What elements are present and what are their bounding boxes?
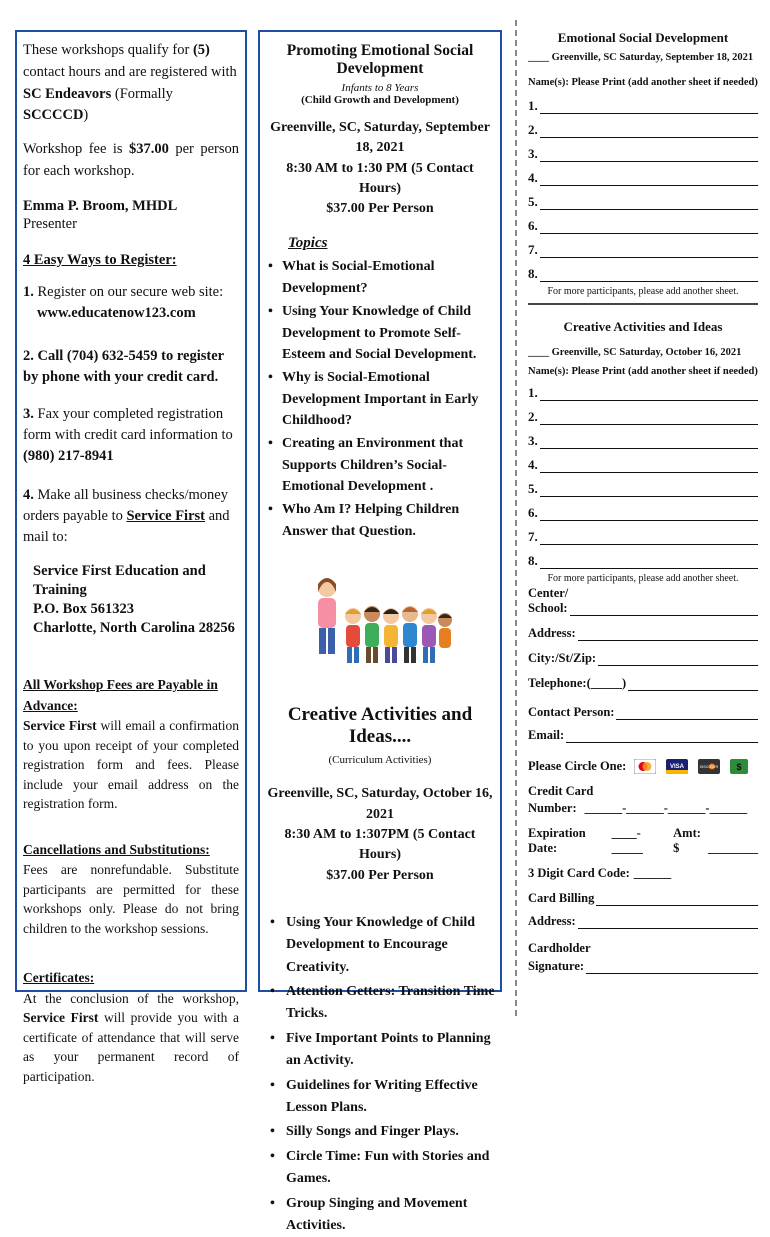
- fold-divider: [515, 20, 517, 1016]
- presenter: [23, 197, 239, 235]
- name-line[interactable]: [528, 425, 758, 449]
- mastercard-icon[interactable]: [634, 759, 656, 774]
- form2-name-lines: [528, 377, 758, 569]
- info-panel: [15, 30, 247, 1084]
- billing-address-label: Address:: [528, 914, 576, 928]
- workshop1-topics: [264, 256, 496, 542]
- address-line-3: Charlotte, North Carolina 28256: [33, 619, 235, 636]
- form1-names-label: Name(s): Please Print (add another sheet if needed): [528, 77, 758, 88]
- school-label: School:: [528, 601, 568, 615]
- svg-text:VISA: VISA: [670, 764, 685, 770]
- line-number: 3.: [528, 146, 538, 161]
- workshop1-area: (Child Growth and Development): [301, 94, 459, 106]
- line-number: 2.: [528, 122, 538, 137]
- way1-text: Register on our secure web site:: [33, 283, 224, 300]
- workshop2-area: (Curriculum Activities): [328, 754, 432, 767]
- workshop1-ages: Infants to 8 Years: [341, 82, 419, 94]
- line-number: 6.: [528, 218, 538, 233]
- exp-blank: ____-_____: [611, 826, 643, 855]
- city-state-zip-field[interactable]: [528, 651, 758, 666]
- intro-a: These workshops qualify for: [23, 42, 193, 58]
- fees-text: [23, 716, 239, 814]
- register-url[interactable]: www.educatenow123.com: [37, 304, 196, 321]
- name-line[interactable]: [528, 497, 758, 521]
- intro-d: ): [83, 107, 89, 124]
- more-participants-note: For more participants, please add another sheet.: [547, 573, 739, 584]
- register-way-4: [23, 485, 239, 548]
- workshop2-title: Creative Activities and Ideas....: [287, 704, 473, 748]
- intro-text: [23, 40, 239, 127]
- workshop2-when: [264, 784, 496, 885]
- billing-address-field[interactable]: [528, 891, 758, 929]
- way1-num: 1.: [23, 283, 34, 300]
- way4-text-b: and mail to:: [23, 508, 230, 546]
- line-number: 3.: [528, 433, 538, 448]
- register-way-3: [23, 404, 239, 467]
- address-label: Address:: [528, 626, 576, 640]
- circle-one-label: Please Circle One:: [528, 759, 627, 773]
- cvv-label: 3 Digit Card Code:: [528, 866, 630, 880]
- fees-org: Service First: [23, 717, 97, 733]
- workshop1-place: Greenville, SC, Saturday, September 18, 2021: [270, 120, 490, 156]
- presenter-name: Emma P. Broom, MHDL: [23, 197, 178, 214]
- discover-icon[interactable]: [698, 759, 720, 774]
- workshop1-time: 8:30 AM to 1:30 PM (5 Contact Hours): [286, 160, 474, 196]
- name-line[interactable]: [528, 258, 758, 282]
- cc-number-label: Number:: [528, 801, 577, 815]
- svg-text:$: $: [736, 762, 742, 772]
- children-illustration: [305, 568, 455, 678]
- line-number: 2.: [528, 409, 538, 424]
- list-item: • Attention Getters: Transition Time Tricks.: [264, 981, 496, 1026]
- city-label: City:/St/Zip:: [528, 651, 597, 665]
- line-number: 6.: [528, 505, 538, 520]
- cc-number-blanks: ______-______-______-______: [584, 801, 748, 815]
- line-number: 1.: [528, 385, 538, 400]
- way4-num: 4.: [23, 487, 34, 504]
- email-field[interactable]: [528, 728, 758, 743]
- way3-num: 3.: [23, 406, 34, 422]
- email-label: Email:: [528, 728, 565, 742]
- registration-form: [528, 30, 758, 974]
- list-item: • Five Important Points to Planning an Activity.: [264, 1028, 496, 1073]
- intro-c: (Formally: [111, 85, 173, 102]
- way4-text-a: Make all business checks/money orders payable to: [23, 487, 228, 525]
- signature-field[interactable]: [528, 941, 758, 974]
- form2-date-checkbox[interactable]: ____ Greenville, SC Saturday, October 16, 2021: [528, 347, 742, 358]
- cc-label: Credit Card: [528, 784, 594, 798]
- contact-label: Contact Person:: [528, 705, 615, 719]
- workshop2-topics: [264, 912, 496, 1237]
- register-way-1: [23, 282, 239, 324]
- name-line[interactable]: [528, 449, 758, 473]
- telephone-field[interactable]: [528, 676, 758, 691]
- card-type-row: [528, 759, 758, 774]
- section-separator: [528, 303, 758, 305]
- workshop1-price: $37.00 Per Person: [326, 201, 434, 217]
- list-item: • Guidelines for Writing Effective Lesson Plans.: [264, 1075, 496, 1120]
- name-line[interactable]: [528, 186, 758, 210]
- more-participants-note: For more participants, please add another sheet.: [547, 286, 739, 297]
- workshop1-when: [264, 118, 496, 219]
- mailing-address: [23, 562, 239, 637]
- exp-label: Expiration Date:: [528, 826, 586, 855]
- list-item: • Using Your Knowledge of Child Development to Encourage Creativity.: [264, 912, 496, 979]
- form1-date-checkbox[interactable]: ____ Greenville, SC Saturday, September 18, 2021: [528, 52, 754, 63]
- address-line-2: P.O. Box 561323: [33, 600, 134, 617]
- register-way-2: 2. Call (704) 632-5459 to register by phone with your credit card.: [23, 347, 224, 385]
- intro-hours: (5): [192, 42, 210, 58]
- workshop2-place: Greenville, SC, Saturday, October 16, 2021: [267, 786, 493, 822]
- list-item: • Silly Songs and Finger Plays.: [264, 1121, 496, 1143]
- list-item: • Who Am I? Helping Children Answer that Question.: [264, 499, 496, 542]
- line-number: 8.: [528, 266, 538, 281]
- workshop1-title: Promoting Emotional Social Development: [286, 42, 474, 77]
- svg-text:DISCOVER: DISCOVER: [700, 765, 719, 769]
- billing-label: Card Billing: [528, 891, 595, 905]
- center-label: Center/: [528, 586, 569, 600]
- money-icon[interactable]: [730, 759, 748, 774]
- fee-a: Workshop fee is: [23, 141, 130, 157]
- amt-blank: ________: [708, 841, 758, 855]
- list-item: • What is Social-Emotional Development?: [264, 256, 496, 299]
- cert-org: Service First: [23, 1010, 99, 1026]
- cert-b: will provide you with a certificate of attendance that will serve as your permanent record of participation.: [23, 1010, 240, 1084]
- cert-a: At the conclusion of the workshop,: [23, 990, 239, 1006]
- name-line[interactable]: [528, 138, 758, 162]
- cancel-heading: Cancellations and Substitutions:: [23, 841, 210, 857]
- list-item: • Creating an Environment that Supports Children’s Social-Emotional Development .: [264, 433, 496, 498]
- payee: Service First: [126, 508, 205, 525]
- line-number: 8.: [528, 553, 538, 568]
- line-number: 5.: [528, 481, 538, 496]
- intro-b: contact hours and are registered with: [23, 63, 237, 80]
- fees-body: will email a confirmation to you upon receipt of your completed registration form and fees. Please include your email address on the registration form.: [23, 717, 239, 812]
- way3-text: Fax your completed registration form with credit card information to: [23, 406, 233, 444]
- topics-heading: Topics: [288, 235, 328, 252]
- name-line[interactable]: [528, 545, 758, 569]
- name-line[interactable]: [528, 401, 758, 425]
- name-line[interactable]: [528, 377, 758, 401]
- form2-title: Creative Activities and Ideas: [563, 319, 723, 334]
- amt-label: Amt: $: [673, 826, 701, 855]
- signature-label: Signature:: [528, 959, 585, 973]
- form1-title: Emotional Social Development: [557, 30, 729, 45]
- fee-amount: $37.00: [129, 141, 169, 157]
- line-number: 5.: [528, 194, 538, 209]
- fee-b: per person for each workshop.: [23, 141, 239, 179]
- name-line[interactable]: [528, 162, 758, 186]
- name-line[interactable]: [528, 234, 758, 258]
- list-item: • Using Your Knowledge of Child Development to Promote Self-Esteem and Social Development.: [264, 301, 496, 366]
- workshop2-price: $37.00 Per Person: [326, 867, 434, 883]
- intro-formerly: SCCCCD: [23, 107, 84, 124]
- intro-org: SC Endeavors: [23, 85, 112, 102]
- address-line-1: Service First Education and Training: [33, 563, 206, 598]
- list-item: • Why is Social-Emotional Development Important in Early Childhood?: [264, 367, 496, 432]
- line-number: 7.: [528, 242, 538, 257]
- center-school-field[interactable]: [528, 586, 758, 616]
- list-item: • Group Singing and Movement Activities.: [264, 1193, 496, 1237]
- form1-name-lines: [528, 90, 758, 282]
- credit-card-number-field[interactable]: [528, 784, 758, 816]
- contact-person-field[interactable]: [528, 705, 758, 720]
- line-number: 7.: [528, 529, 538, 544]
- card-code-field[interactable]: [528, 866, 758, 881]
- fee-text: [23, 139, 239, 183]
- name-line[interactable]: [528, 473, 758, 497]
- name-line[interactable]: [528, 114, 758, 138]
- list-item: • Circle Time: Fun with Stories and Games.: [264, 1146, 496, 1191]
- workshop2-time: 8:30 AM to 1:307PM (5 Contact Hours): [284, 827, 476, 863]
- telephone-label: Telephone:(_____): [528, 676, 627, 690]
- cert-heading: Certificates:: [23, 970, 95, 986]
- line-number: 4.: [528, 170, 538, 185]
- cancel-text: Fees are nonrefundable. Substitute participants are permitted for these workshops only. Please do not bring children to the workshop sessions.: [23, 862, 239, 936]
- visa-icon[interactable]: [666, 759, 688, 774]
- expiration-amount-field[interactable]: [528, 826, 758, 856]
- fees-heading: All Workshop Fees are Payable in Advance:: [23, 677, 218, 713]
- register-heading: 4 Easy Ways to Register:: [23, 252, 177, 269]
- form2-names-label: Name(s): Please Print (add another sheet if needed): [528, 366, 758, 377]
- cert-text: [23, 989, 239, 1087]
- workshops-panel: [258, 30, 502, 1233]
- name-line[interactable]: [528, 521, 758, 545]
- presenter-role: Presenter: [23, 216, 77, 233]
- holder-label: Cardholder: [528, 941, 591, 955]
- fax-number: (980) 217-8941: [23, 448, 114, 465]
- line-number: 4.: [528, 457, 538, 472]
- name-line[interactable]: [528, 90, 758, 114]
- cvv-blank: ______: [633, 866, 672, 880]
- address-field[interactable]: [528, 626, 758, 641]
- line-number: 1.: [528, 98, 538, 113]
- name-line[interactable]: [528, 210, 758, 234]
